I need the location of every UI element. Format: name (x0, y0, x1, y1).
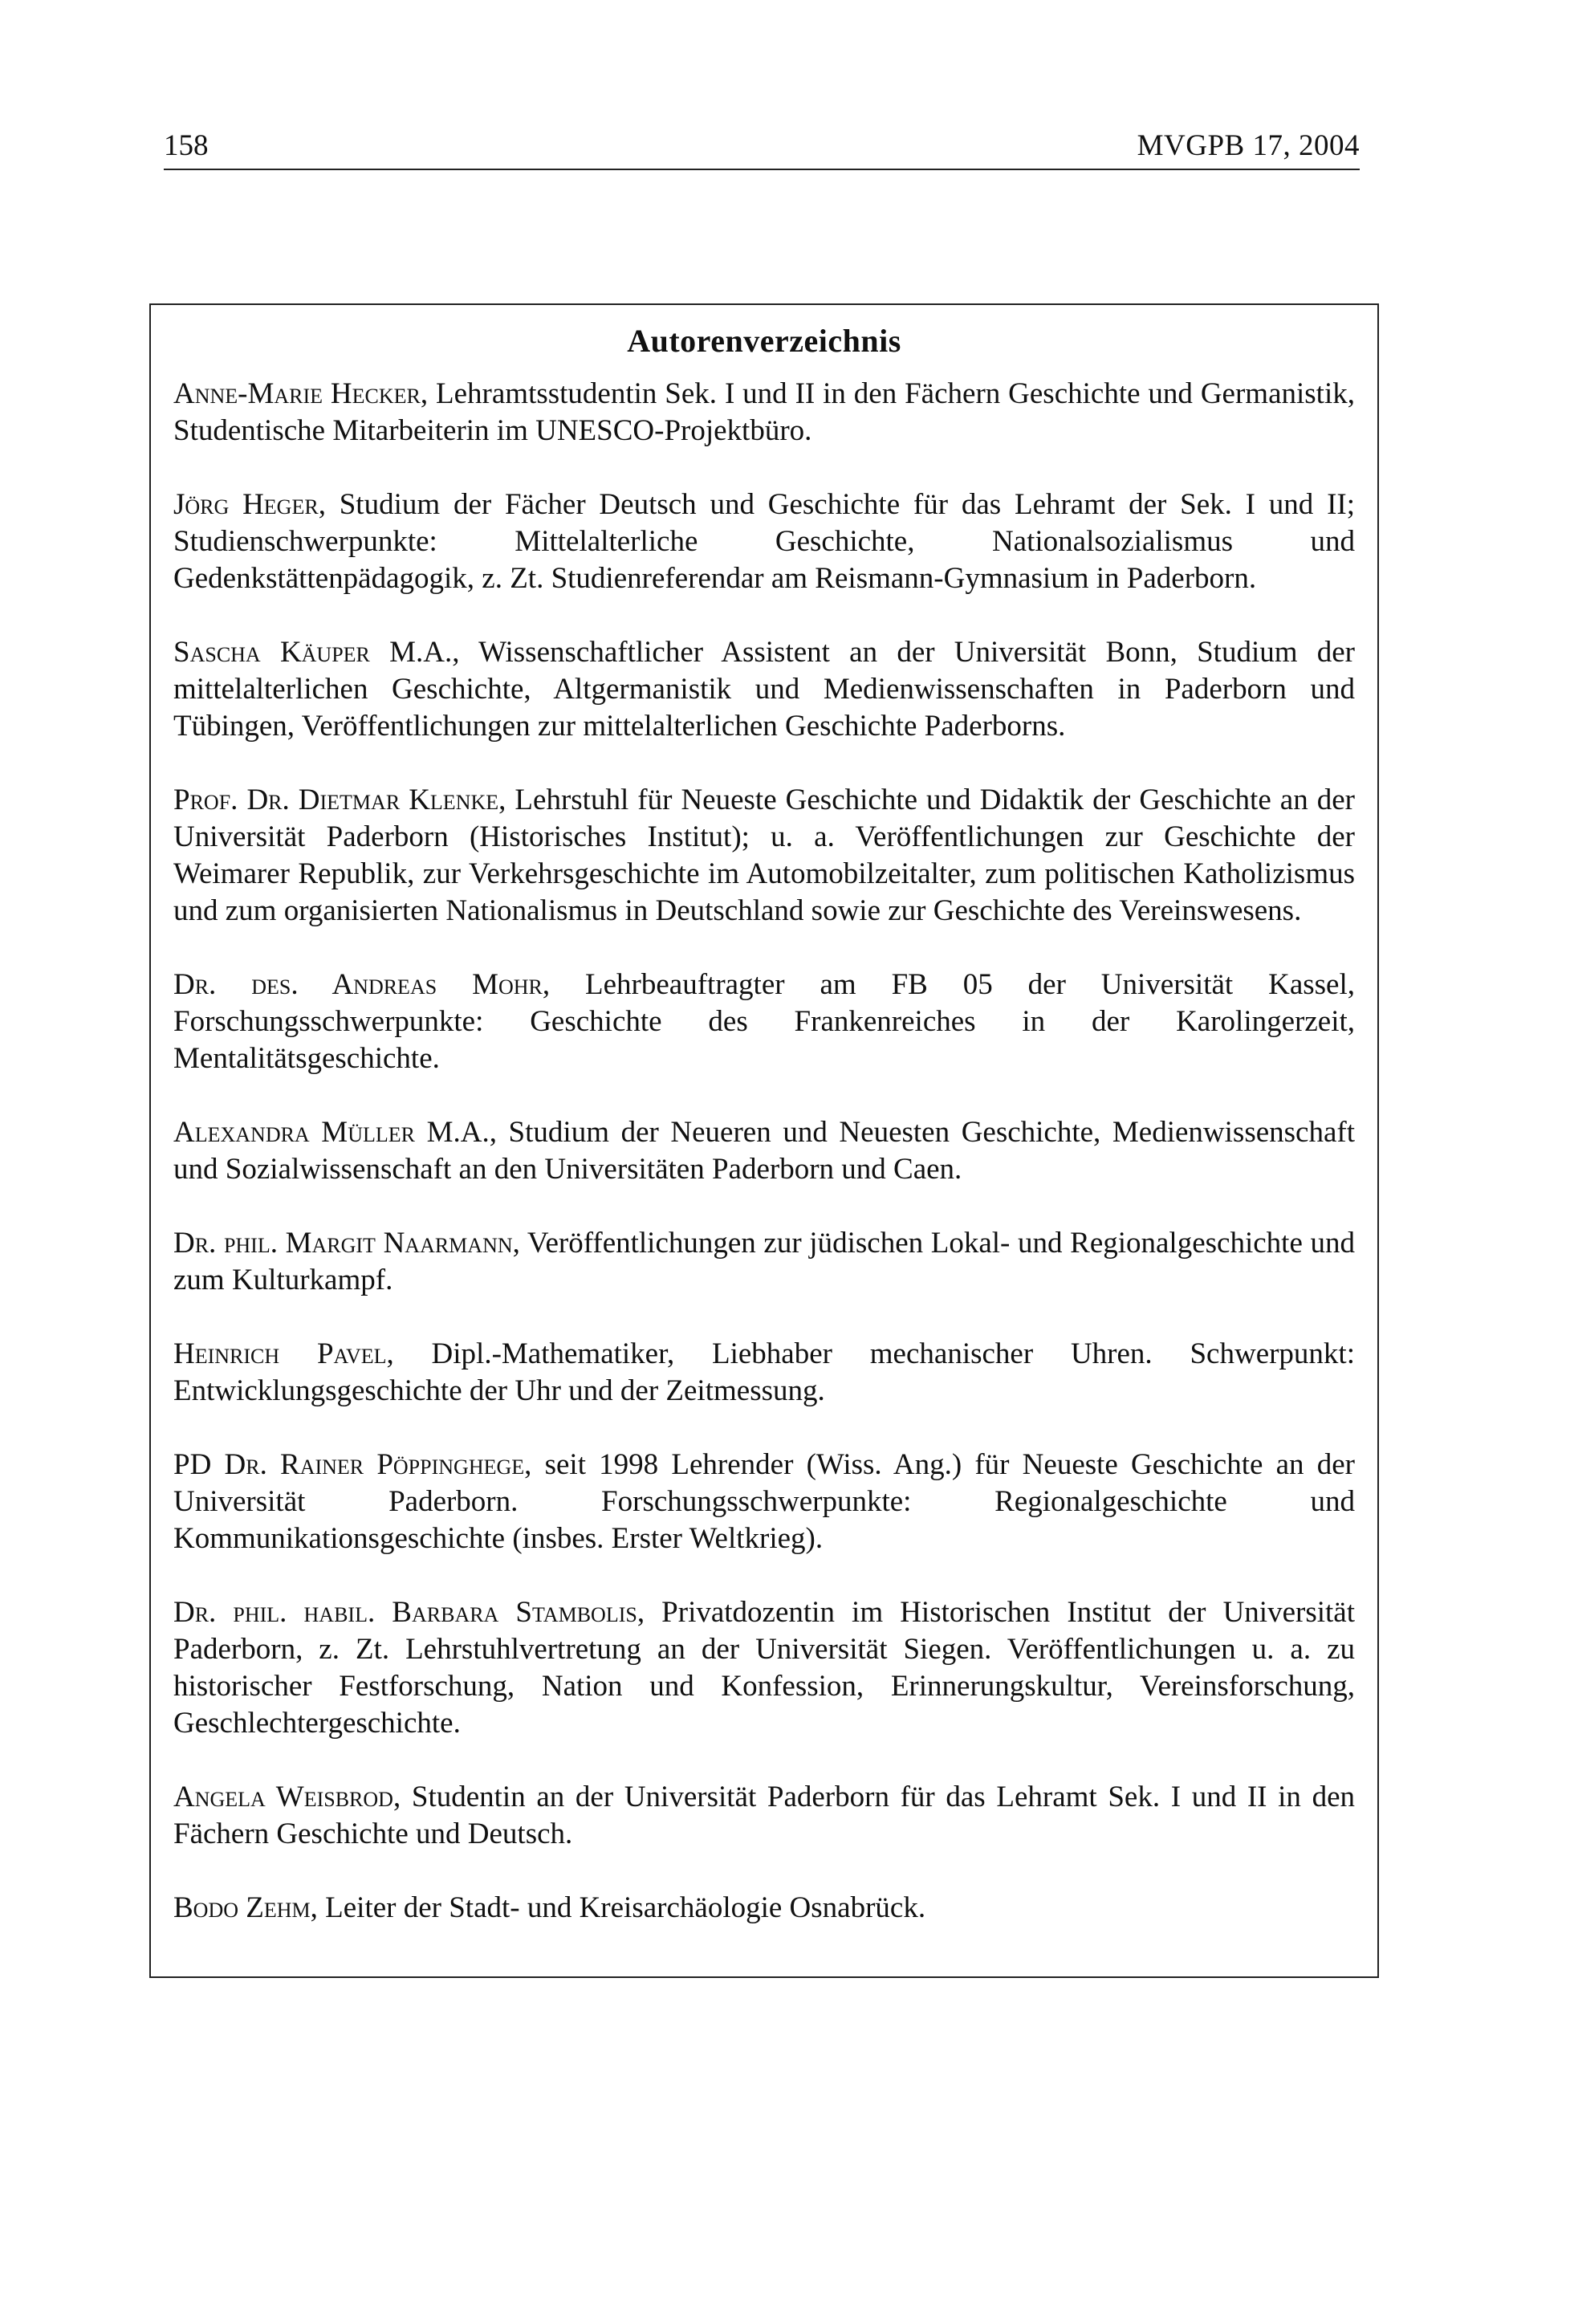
author-description: , Lehrstuhl für Neueste Geschichte und Didaktik der Geschichte an der Universität Paderborn (Historisches Institut); u. a. Veröffentlichungen zur Geschichte der Weimarer Republik, zur Verkehrsgeschichte im Automobilzeitalter, zum politischen Katholizismus und zum organisierten Nationalismus in Deutschland sowie zur Geschichte des Vereinswesens. (173, 783, 1356, 927)
directory-title: Autorenverzeichnis (627, 323, 901, 359)
author-description: , Lehrbeauftragter am FB 05 der Universität Kassel, Forschungsschwerpunkte: Geschichte des Frankenreiches in der Karolingerzeit, Mentalitätsgeschichte. (173, 968, 1355, 1075)
author-name: Alexandra Müller (173, 1116, 415, 1149)
author-entry (173, 967, 1355, 1077)
author-name: Prof. Dr. Dietmar Klenke (173, 783, 499, 816)
author-directory-box (149, 303, 1379, 1978)
author-name: Dr. phil. Margit Naarmann (173, 1227, 513, 1260)
author-name: PD Dr. Rainer Pöppinghege (173, 1448, 525, 1481)
author-description: M.A., Studium der Neueren und Neuesten Geschichte, Medienwissenschaft und Sozialwissenschaft an den Universitäten Paderborn und Caen. (173, 1116, 1356, 1186)
page-header (164, 128, 1360, 170)
author-name: Jörg Heger (173, 488, 319, 521)
author-description: , Lehramtsstudentin Sek. I und II in den Fächern Geschichte und Germanistik, Studentische Mitarbeiterin im UNESCO-Projektbüro. (173, 377, 1355, 447)
author-entry (173, 782, 1355, 930)
author-description: , Studium der Fächer Deutsch und Geschichte für das Lehramt der Sek. I und II; Studienschwerpunkte: Mittelalterliche Geschichte, Nationalsozialismus und Gedenkstättenpädagogik, z. Zt. Studienreferendar am Reismann-Gymnasium in Paderborn. (173, 488, 1355, 595)
author-entry (173, 1779, 1355, 1853)
author-entry (173, 1225, 1355, 1299)
author-name: Heinrich Pavel (173, 1337, 387, 1370)
author-name: Anne-Marie Hecker (173, 377, 421, 410)
author-name: Angela Weisbrod (173, 1781, 393, 1813)
author-description: , Wissenschaftlicher Assistent an der Universität Bonn, Studium der mittelalterlichen Geschichte, Altgermanistik und Medienwissenschaften in Paderborn und Tübingen, Veröffentlichungen zur mittelalterlichen Geschichte Paderborns. (173, 636, 1355, 743)
author-entry (173, 1447, 1355, 1557)
author-name: Dr. des. Andreas Mohr (173, 968, 543, 1001)
author-entry (173, 1890, 1355, 1927)
author-entry (173, 634, 1355, 745)
author-name: Bodo Zehm (173, 1891, 311, 1924)
author-entry (173, 486, 1355, 597)
author-name: Dr. phil. habil. Barbara Stambolis (173, 1596, 637, 1629)
author-description: , Dipl.-Mathematiker, Liebhaber mechanischer Uhren. Schwerpunkt: Entwicklungsgeschichte der Uhr und der Zeitmessung. (173, 1337, 1355, 1407)
author-description: , seit 1998 Lehrender (Wiss. Ang.) für Neueste Geschichte an der Universität Paderborn. Forschungsschwerpunkte: Regionalgeschichte und Kommunikationsgeschichte (insbes. Erster Weltkrieg). (173, 1448, 1355, 1555)
author-entry (173, 1114, 1355, 1188)
author-description: , Leiter der Stadt- und Kreisarchäologie Osnabrück. (310, 1891, 926, 1924)
author-description: , Privatdozentin im Historischen Institut der Universität Paderborn, z. Zt. Lehrstuhlvertretung an der Universität Siegen. Veröffentlichungen u. a. zu historischer Festforschung, Nation und Konfession, Erinnerungskultur, Vereinsforschung, Geschlechtergeschichte. (173, 1596, 1355, 1740)
author-entry (173, 1336, 1355, 1410)
author-entry (173, 1594, 1355, 1742)
author-description: , Studentin an der Universität Paderborn für das Lehramt Sek. I und II in den Fächern Geschichte und Deutsch. (173, 1781, 1355, 1850)
author-entry (173, 376, 1355, 450)
author-description: , Veröffentlichungen zur jüdischen Lokal- und Regionalgeschichte und zum Kulturkampf. (173, 1227, 1355, 1296)
author-name: Sascha Käuper M.A. (173, 636, 453, 669)
page-number: 158 (164, 129, 209, 162)
running-head: MVGPB 17, 2004 (1137, 129, 1360, 162)
